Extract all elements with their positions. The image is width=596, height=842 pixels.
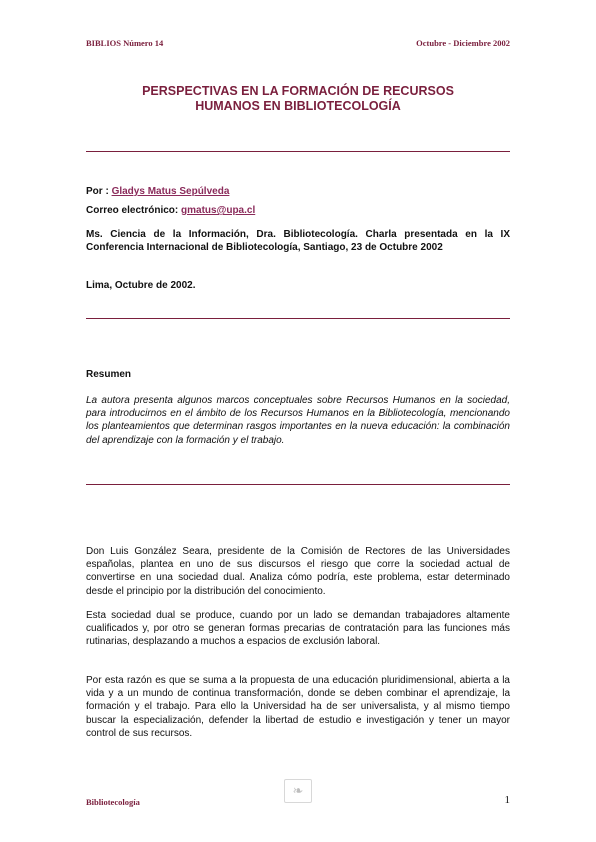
abstract-heading: Resumen [86, 369, 132, 380]
email-line [86, 204, 510, 217]
body-paragraph-1: Don Luis González Seara, presidente de la Comisión de Rectores de las Universidades españolas, plantea en uno de sus discursos el riesgo que corre la sociedad actual de convertirse en una sociedad dual. Analiza cómo podría, este problema, estar determinado desde el principio por la distribución del conocimiento. [86, 546, 510, 597]
divider-bottom [86, 484, 510, 485]
article-title-line-1: PERSPECTIVAS EN LA FORMACIÓN DE RECURSOS [142, 84, 454, 98]
page-number: 1 [504, 794, 510, 806]
place-date: Lima, Octubre de 2002. [86, 280, 196, 291]
divider-top [86, 151, 510, 152]
author-line [86, 185, 510, 198]
affiliation-text: Ms. Ciencia de la Información, Dra. Bibliotecología. Charla presentada en la IX Conferencia Internacional de Bibliotecología, Santiago, 23 de Octubre 2002 [86, 229, 510, 253]
watermark-icon: ❧ [284, 779, 312, 803]
running-header-right: Octubre - Diciembre 2002 [416, 38, 510, 48]
body-paragraph-3: Por esta razón es que se suma a la propuesta de una educación pluridimensional, abierta a la vida y a un mundo de continua transformación, donde se deben combinar el aprendizaje, la formación y el trabajo. Para ello la Universidad ha de ser universalista, y al mismo tiempo buscar la especialización, defender la libertad de estudio e investigación y tener un mayor control de sus recursos. [86, 675, 510, 739]
email-label: Correo electrónico: [86, 205, 179, 216]
footer-label: Bibliotecología [86, 797, 140, 807]
running-header-left: BIBLIOS Número 14 [86, 38, 164, 48]
divider-middle [86, 318, 510, 319]
author-name-link[interactable]: Gladys Matus Sepúlveda [111, 186, 230, 197]
article-title [86, 84, 510, 114]
abstract-text: La autora presenta algunos marcos conceptuales sobre Recursos Humanos en la sociedad, para introducirnos en el ámbito de los Recursos Humanos en la Bibliotecología, mencionando los planteamientos que determinan rasgos importantes en la nueva educación: la combinación del aprendizaje con la formación y el trabajo. [86, 395, 510, 446]
article-title-line-2: HUMANOS EN BIBLIOTECOLOGÍA [195, 99, 401, 113]
author-label: Por : [86, 186, 109, 197]
body-paragraph-2: Esta sociedad dual se produce, cuando por un lado se demandan trabajadores altamente cualificados y, por otro se generan formas precarias de contratación para las funciones más rutinarias, desplazando a muchos a espacios de exclusión laboral. [86, 610, 510, 648]
email-link[interactable]: gmatus@upa.cl [181, 205, 256, 216]
